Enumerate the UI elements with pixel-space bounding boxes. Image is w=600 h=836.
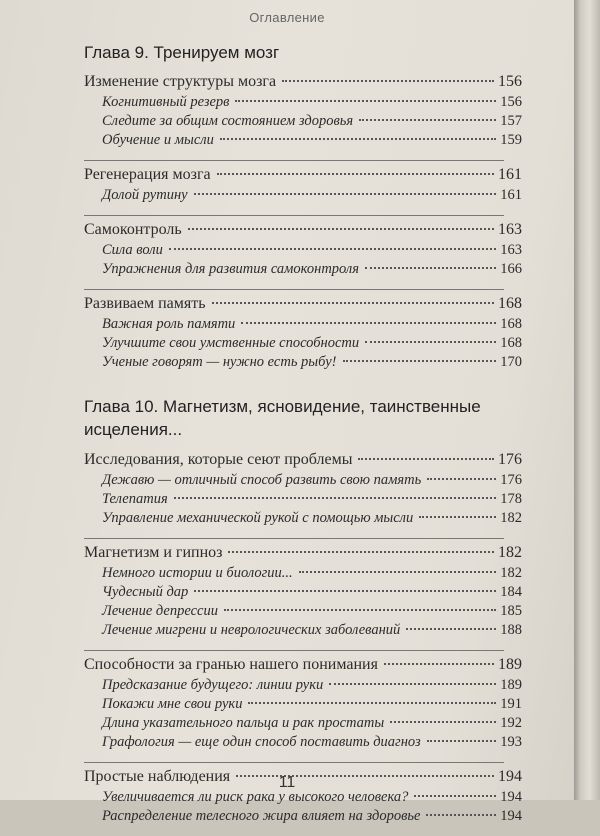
- toc-section-title: Регенерация мозга: [84, 166, 211, 183]
- dot-leader: [384, 662, 494, 665]
- toc-section-page: 168: [498, 295, 522, 312]
- toc-subsection-page: 182: [500, 510, 522, 526]
- toc-subsection-page: 194: [500, 789, 522, 805]
- toc-subsection-title: Телепатия: [102, 491, 168, 507]
- page-number: 11: [278, 774, 296, 791]
- toc-section-title: Исследования, которые сеют проблемы: [84, 451, 353, 468]
- dot-leader: [174, 496, 497, 499]
- toc-subsection-title: Лечение депрессии: [102, 603, 218, 619]
- section-divider: [84, 538, 504, 539]
- toc-section-title: Простые наблюдения: [84, 768, 231, 785]
- toc-section-group: [84, 451, 522, 529]
- dot-leader: [235, 99, 496, 102]
- toc-subsection-title: Длина указательного пальца и рак простаты: [102, 715, 385, 731]
- toc-subsection-page: 168: [500, 335, 522, 351]
- dot-leader: [390, 720, 496, 723]
- toc-subsection: [84, 187, 522, 206]
- toc-subsection-title: Покажи мне свои руки: [102, 696, 243, 712]
- toc-section-title: Способности за гранью нашего понимания: [84, 656, 378, 673]
- toc-subsection-title: Когнитивный резерв: [102, 94, 230, 110]
- toc-subsection-page: 163: [500, 242, 522, 258]
- toc-section-group: [84, 656, 522, 753]
- dot-leader: [365, 340, 496, 343]
- chapter-heading: Глава 9. Тренируем мозг: [84, 43, 280, 62]
- toc-section-page: 163: [498, 221, 522, 238]
- dot-leader: [217, 172, 494, 175]
- toc-section-group: [84, 544, 522, 641]
- section-divider: [84, 762, 504, 763]
- toc-subsection-page: 182: [500, 565, 522, 581]
- toc-subsection-title: Увеличивается ли риск рака у высокого человека?: [102, 789, 409, 805]
- dot-leader: [358, 457, 494, 460]
- toc-subsection-title: Улучшите свои умственные способности: [102, 335, 360, 351]
- toc-subsection-page: 184: [500, 584, 522, 600]
- dot-leader: [365, 266, 496, 269]
- toc-section-page: 156: [498, 73, 522, 90]
- section-divider: [84, 289, 504, 290]
- toc-section: [84, 451, 522, 472]
- dot-leader: [224, 608, 496, 611]
- toc-subsection-title: Упражнения для развития самоконтроля: [102, 261, 359, 277]
- toc-subsection-title: Распределение телесного жира влияет на здоровье: [102, 808, 421, 824]
- section-divider: [84, 650, 504, 651]
- toc-section-page: 189: [498, 656, 522, 673]
- toc-section-page: 176: [498, 451, 522, 468]
- toc-section: [84, 166, 522, 187]
- toc-section-page: 194: [498, 768, 522, 785]
- dot-leader: [329, 682, 496, 685]
- toc-subsection-page: 161: [500, 187, 522, 203]
- dot-leader: [169, 247, 496, 250]
- toc-section-group: [84, 73, 522, 151]
- toc-section-title: Самоконтроль: [84, 221, 182, 238]
- toc-subsection-title: Чудесный дар: [102, 584, 189, 600]
- toc-section-title: Изменение структуры мозга: [84, 73, 277, 90]
- toc-section-title: Магнетизм и гипноз: [84, 544, 223, 561]
- toc-subsection-page: 194: [500, 808, 522, 824]
- running-head: Оглавление: [249, 10, 325, 25]
- toc-subsection-title: Следите за общим состоянием здоровья: [102, 113, 354, 129]
- toc-subsection-page: 189: [500, 677, 522, 693]
- toc-subsection-title: Управление механической рукой с помощью мысли: [102, 510, 414, 526]
- dot-leader: [248, 701, 496, 704]
- toc-section: [84, 656, 522, 677]
- toc-subsection: [84, 335, 522, 354]
- toc-subsection: [84, 354, 522, 373]
- toc-subsection: [84, 316, 522, 335]
- dot-leader: [194, 589, 496, 592]
- toc-subsection-title: Лечение мигрени и неврологических заболеваний: [102, 622, 401, 638]
- toc-subsection: [84, 261, 522, 280]
- toc-subsection: [84, 584, 522, 603]
- toc-subsection: [84, 94, 522, 113]
- dot-leader: [299, 570, 497, 573]
- toc-subsection-page: 156: [500, 94, 522, 110]
- toc-subsection-page: 157: [500, 113, 522, 129]
- toc-subsection-title: Долой рутину: [102, 187, 188, 203]
- toc-section-group: [84, 221, 522, 280]
- toc-section-page: 182: [498, 544, 522, 561]
- toc-subsection-page: 168: [500, 316, 522, 332]
- toc-subsection-page: 159: [500, 132, 522, 148]
- toc-subsection-page: 170: [500, 354, 522, 370]
- toc-subsection: [84, 622, 522, 641]
- toc-section-group: [84, 295, 522, 373]
- dot-leader: [427, 477, 496, 480]
- toc-subsection-page: 188: [500, 622, 522, 638]
- toc-subsection: [84, 734, 522, 753]
- toc-subsection-page: 185: [500, 603, 522, 619]
- toc-section: [84, 221, 522, 242]
- section-divider: [84, 160, 504, 161]
- toc-subsection-title: Графология — еще один способ поставить диагноз: [102, 734, 421, 750]
- toc-subsection: [84, 242, 522, 261]
- toc-section-group: [84, 166, 522, 206]
- toc-subsection-page: 178: [500, 491, 522, 507]
- dot-leader: [414, 794, 496, 797]
- dot-leader: [220, 137, 496, 140]
- toc-subsection: [84, 132, 522, 151]
- toc-subsection-page: 192: [500, 715, 522, 731]
- toc-subsection-page: 193: [500, 734, 522, 750]
- dot-leader: [406, 627, 496, 630]
- toc-subsection: [84, 491, 522, 510]
- toc-subsection: [84, 510, 522, 529]
- dot-leader: [194, 192, 497, 195]
- toc-subsection-title: Предсказание будущего: линии руки: [102, 677, 324, 693]
- dot-leader: [359, 118, 496, 121]
- dot-leader: [212, 301, 494, 304]
- toc-subsection: [84, 603, 522, 622]
- chapter-heading: Глава 10. Магнетизм, ясновидение, таинственные исцеления...: [84, 397, 481, 439]
- dot-leader: [427, 739, 497, 742]
- dot-leader: [241, 321, 496, 324]
- toc-subsection-title: Обучение и мысли: [102, 132, 214, 148]
- toc-subsection: [84, 677, 522, 696]
- toc-subsection-title: Сила воли: [102, 242, 163, 258]
- toc-subsection-title: Немного истории и биологии...: [102, 565, 293, 581]
- toc-section-page: 161: [498, 166, 522, 183]
- toc-subsection: [84, 472, 522, 491]
- toc-subsection-page: 176: [500, 472, 522, 488]
- toc-subsection: [84, 715, 522, 734]
- toc-subsection-page: 191: [500, 696, 522, 712]
- toc-subsection: [84, 696, 522, 715]
- dot-leader: [282, 79, 494, 82]
- toc-subsection-title: Ученые говорят — нужно есть рыбу!: [102, 354, 337, 370]
- section-divider: [84, 215, 504, 216]
- toc-section: [84, 295, 522, 316]
- toc-section: [84, 544, 522, 565]
- toc-subsection: [84, 565, 522, 584]
- dot-leader: [188, 227, 494, 230]
- dot-leader: [228, 550, 494, 553]
- dot-leader: [343, 359, 497, 362]
- page-edge: [574, 0, 600, 800]
- dot-leader: [419, 515, 496, 518]
- toc-subsection: [84, 808, 522, 827]
- toc-subsection-title: Дежавю — отличный способ развить свою память: [102, 472, 422, 488]
- toc-section-title: Развиваем память: [84, 295, 206, 312]
- toc-subsection-title: Важная роль памяти: [102, 316, 236, 332]
- table-of-contents: [84, 38, 522, 836]
- toc-section: [84, 73, 522, 94]
- toc-subsection: [84, 113, 522, 132]
- toc-subsection-page: 166: [500, 261, 522, 277]
- dot-leader: [426, 813, 496, 816]
